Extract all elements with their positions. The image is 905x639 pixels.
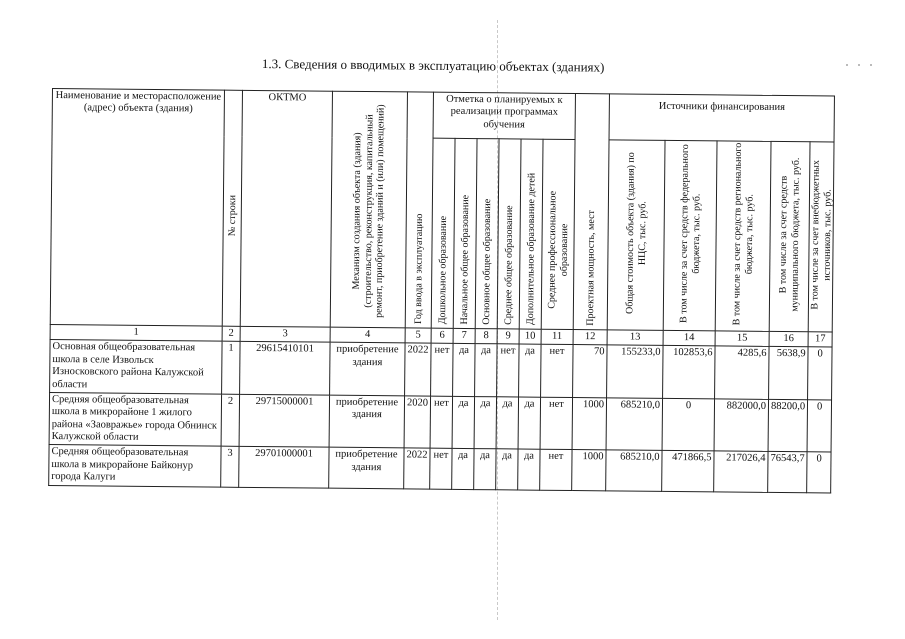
table-row bbox=[50, 340, 833, 400]
capacity: 1000 bbox=[572, 450, 606, 490]
total-cost: 155233,0 bbox=[607, 345, 664, 398]
program-mark: нет bbox=[541, 345, 574, 398]
capacity: 70 bbox=[573, 345, 608, 398]
program-mark: да bbox=[474, 449, 496, 489]
row-number: 3 bbox=[221, 447, 239, 487]
program-mark: да bbox=[474, 396, 497, 449]
header-program-label: Начальное общее образование bbox=[458, 194, 471, 325]
program-mark: да bbox=[518, 449, 540, 489]
federal-budget: 102853,6 bbox=[663, 346, 716, 399]
header-finance-label: В том числе за счет внебюджетных источников, тыс. руб. bbox=[809, 160, 833, 310]
extra-budget: 0 bbox=[808, 347, 833, 400]
column-number: 11 bbox=[541, 329, 573, 345]
object-name: Основная общеобразовательная школа в селе Извольск Износковского района Калужской области bbox=[50, 340, 222, 394]
header-program-label: Дополнительное образование детей bbox=[524, 172, 537, 325]
column-number: 14 bbox=[663, 330, 715, 346]
header-finance-3 bbox=[715, 141, 771, 332]
program-mark: да bbox=[452, 449, 474, 489]
row-number: 1 bbox=[222, 342, 241, 395]
program-mark: да bbox=[496, 449, 518, 489]
column-number: 3 bbox=[240, 326, 330, 342]
header-finance-1 bbox=[607, 140, 665, 331]
header-year bbox=[405, 92, 433, 328]
column-number: 2 bbox=[222, 326, 240, 342]
column-number: 10 bbox=[519, 329, 541, 345]
header-finance-2 bbox=[663, 140, 717, 330]
mechanism: приобретение здания bbox=[329, 395, 405, 448]
header-program-3 bbox=[475, 139, 499, 329]
header-program-2 bbox=[453, 138, 477, 328]
program-mark: нет bbox=[430, 396, 453, 449]
scan-speck bbox=[870, 64, 872, 66]
program-mark: нет bbox=[540, 397, 573, 450]
header-program-label: Основное общее образование bbox=[480, 198, 493, 325]
column-number: 8 bbox=[475, 329, 497, 345]
column-number: 16 bbox=[769, 331, 808, 347]
header-program-1 bbox=[431, 138, 455, 328]
object-name: Средняя общеобразовательная школа в микрорайоне 1 жилого района «Заовражье» города Обнинск Калужской области bbox=[49, 392, 221, 446]
program-mark: нет bbox=[431, 344, 454, 397]
row-number: 2 bbox=[221, 394, 240, 447]
commission-year: 2020 bbox=[404, 396, 431, 449]
oktmo-code: 29715000001 bbox=[239, 394, 329, 447]
program-mark: да bbox=[496, 397, 519, 450]
column-number: 15 bbox=[715, 331, 769, 347]
header-finance-label: В том числе за счет средств муниципального бюджета, тыс. руб. bbox=[777, 157, 802, 312]
header-finance-group: Источники финансирования bbox=[609, 94, 835, 142]
column-number: 12 bbox=[573, 330, 607, 346]
header-finance-label: В том числе за счет средств федерального бюджета, тыс. руб. bbox=[677, 144, 702, 323]
column-number: 13 bbox=[607, 330, 663, 346]
header-programs-group: Отметка о планируемых к реализации программах обучения bbox=[433, 92, 575, 139]
regional-budget: 4285,6 bbox=[715, 346, 770, 399]
total-cost: 685210,0 bbox=[606, 398, 663, 451]
column-number: 9 bbox=[497, 329, 519, 345]
header-oktmo: ОКТМО bbox=[240, 90, 332, 327]
table-row bbox=[49, 392, 832, 452]
regional-budget: 217026,4 bbox=[714, 451, 768, 492]
header-program-label: Среднее общее образование bbox=[502, 204, 515, 325]
program-mark: да bbox=[519, 344, 542, 397]
header-finance-4 bbox=[769, 141, 810, 331]
oktmo-code: 29615410101 bbox=[240, 342, 330, 395]
municipal-budget: 76543,7 bbox=[768, 452, 808, 492]
header-row-number bbox=[222, 90, 242, 326]
federal-budget: 0 bbox=[662, 398, 715, 451]
commission-year: 2022 bbox=[405, 343, 432, 396]
objects-table bbox=[48, 88, 835, 493]
header-program-6 bbox=[541, 139, 575, 329]
header-capacity-label: Проектная мощность, мест bbox=[584, 209, 597, 326]
commission-year: 2022 bbox=[404, 448, 430, 488]
capacity: 1000 bbox=[572, 397, 607, 450]
header-program-5 bbox=[519, 139, 543, 329]
header-capacity bbox=[573, 94, 609, 330]
header-program-label: Среднее профессиональное образование bbox=[545, 190, 570, 309]
mechanism: приобретение здания bbox=[329, 448, 404, 489]
total-cost: 685210,0 bbox=[606, 450, 662, 491]
header-program-4 bbox=[497, 139, 521, 329]
header-name: Наименование и месторасположение (адрес) объекта (здания) bbox=[50, 89, 224, 327]
municipal-budget: 88200,0 bbox=[768, 399, 808, 452]
program-mark: да bbox=[518, 397, 541, 450]
extra-budget: 0 bbox=[807, 452, 831, 492]
program-mark: да bbox=[452, 396, 475, 449]
program-mark: нет bbox=[497, 344, 520, 397]
extra-budget: 0 bbox=[807, 400, 832, 453]
mechanism: приобретение здания bbox=[330, 343, 406, 396]
objects-table-sheet bbox=[48, 88, 835, 493]
header-mechanism bbox=[330, 91, 407, 328]
header-row-number-label: № строки bbox=[226, 194, 238, 236]
municipal-budget: 5638,9 bbox=[769, 347, 809, 400]
scan-speck bbox=[846, 64, 848, 66]
regional-budget: 882000,0 bbox=[714, 399, 769, 452]
program-mark: да bbox=[453, 344, 476, 397]
oktmo-code: 29701000001 bbox=[239, 447, 329, 488]
column-number: 6 bbox=[431, 328, 453, 344]
header-program-label: Дошкольное образование bbox=[436, 215, 449, 324]
program-mark: нет bbox=[540, 450, 572, 490]
object-name: Средняя общеобразовательная школа в микрорайоне Байконур города Калуги bbox=[49, 445, 221, 487]
column-number: 1 bbox=[50, 324, 222, 341]
section-title: 1.3. Сведения о вводимых в эксплуатацию объектах (зданиях) bbox=[261, 56, 605, 75]
column-number: 5 bbox=[405, 328, 431, 344]
header-finance-5 bbox=[808, 142, 834, 332]
column-number: 4 bbox=[330, 327, 405, 343]
scan-speck bbox=[858, 64, 860, 66]
header-finance-label: Общая стоимость объекта (здания) по НЦС, тыс. руб. bbox=[623, 152, 648, 314]
column-number: 17 bbox=[808, 332, 832, 348]
table-row bbox=[49, 445, 831, 493]
header-mechanism-label: Механизм создания объекта (здания) (строительство, реконструкция, капитальный ремонт, приобретение зданий и (или) помещений) bbox=[350, 103, 387, 318]
federal-budget: 471866,5 bbox=[662, 451, 714, 492]
header-year-label: Год ввода в эксплуатацию bbox=[412, 213, 425, 324]
header-finance-label: В том числе за счет средств регионального бюджета, тыс. руб. bbox=[730, 142, 755, 326]
program-mark: нет bbox=[430, 449, 452, 489]
program-mark: да bbox=[475, 344, 498, 397]
column-number: 7 bbox=[453, 328, 475, 344]
